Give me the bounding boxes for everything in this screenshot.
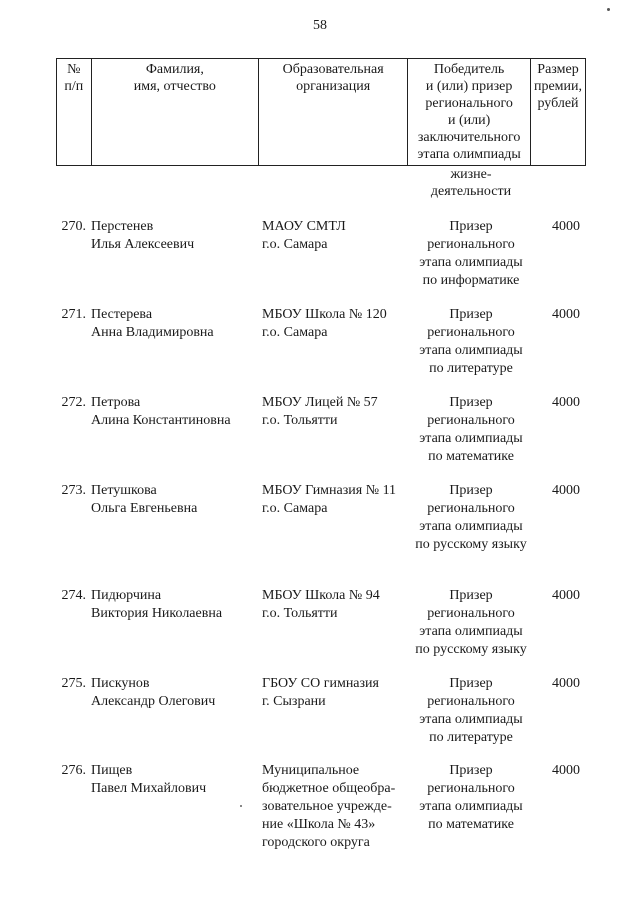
award-status: Призер регионального этапа олимпиады по математике [419, 763, 523, 832]
award-status: Призер регионального этапа олимпиады по русскому языку [415, 483, 527, 552]
header-amount: Размер премии, рублей [531, 59, 586, 166]
prize-amount: 4000 [552, 219, 580, 234]
prize-amount: 4000 [552, 763, 580, 778]
organization: МБОУ Школа № 120 г.о. Самара [262, 307, 387, 340]
student-name: Перстенев Илья Алексеевич [91, 219, 195, 252]
organization: ГБОУ СО гимназия г. Сызрани [262, 676, 379, 709]
row-number: 275. [61, 676, 86, 691]
row-number: 276. [61, 763, 86, 778]
header-num: № п/п [57, 59, 92, 166]
organization: МБОУ Школа № 94 г.о. Тольятти [262, 588, 380, 621]
organization: МБОУ Гимназия № 11 г.о. Самара [262, 483, 397, 516]
award-status: Призер регионального этапа олимпиады по информатике [419, 219, 523, 288]
row-number: 273. [61, 483, 86, 498]
header-org: Образовательная организация [258, 59, 407, 166]
student-name: Пищев Павел Михайлович [91, 763, 207, 796]
award-status: Призер регионального этапа олимпиады по литературе [419, 676, 523, 745]
student-name: Пестерева Анна Владимировна [91, 307, 214, 340]
scan-speck [607, 8, 610, 11]
organization: МАОУ СМТЛ г.о. Самара [262, 219, 346, 252]
header-name: Фамилия, имя, отчество [91, 59, 258, 166]
organization: МБОУ Лицей № 57 г.о. Тольятти [262, 395, 378, 428]
student-name: Пидюрчина Виктория Николаевна [91, 588, 223, 621]
scan-speck [240, 805, 242, 807]
prize-amount: 4000 [552, 483, 580, 498]
student-name: Петушкова Ольга Евгеньевна [91, 483, 198, 516]
row-number: 272. [61, 395, 86, 410]
prize-amount: 4000 [552, 395, 580, 410]
header-award: Победитель и (или) призер регионального и (или) заключительного этапа олимпиады [408, 59, 531, 166]
award-status: Призер регионального этапа олимпиады по литературе [419, 307, 523, 376]
award-status: Призер регионального этапа олимпиады по математике [419, 395, 523, 464]
row-number: 270. [61, 219, 86, 234]
organization: Муниципальное бюджетное общеобра- зовательное учрежде- ние «Школа № 43» городского округа [262, 763, 396, 850]
row-number: 274. [61, 588, 86, 603]
award-status: Призер регионального этапа олимпиады по русскому языку [415, 588, 527, 657]
table-header [56, 58, 586, 166]
row-number: 271. [61, 307, 86, 322]
student-name: Пискунов Александр Олегович [91, 676, 216, 709]
prize-amount: 4000 [552, 588, 580, 603]
award-continuation: жизне- деятельности [430, 167, 512, 199]
student-name: Петрова Алина Константиновна [91, 395, 231, 428]
page-number: 58 [313, 18, 327, 33]
prize-amount: 4000 [552, 676, 580, 691]
prize-amount: 4000 [552, 307, 580, 322]
